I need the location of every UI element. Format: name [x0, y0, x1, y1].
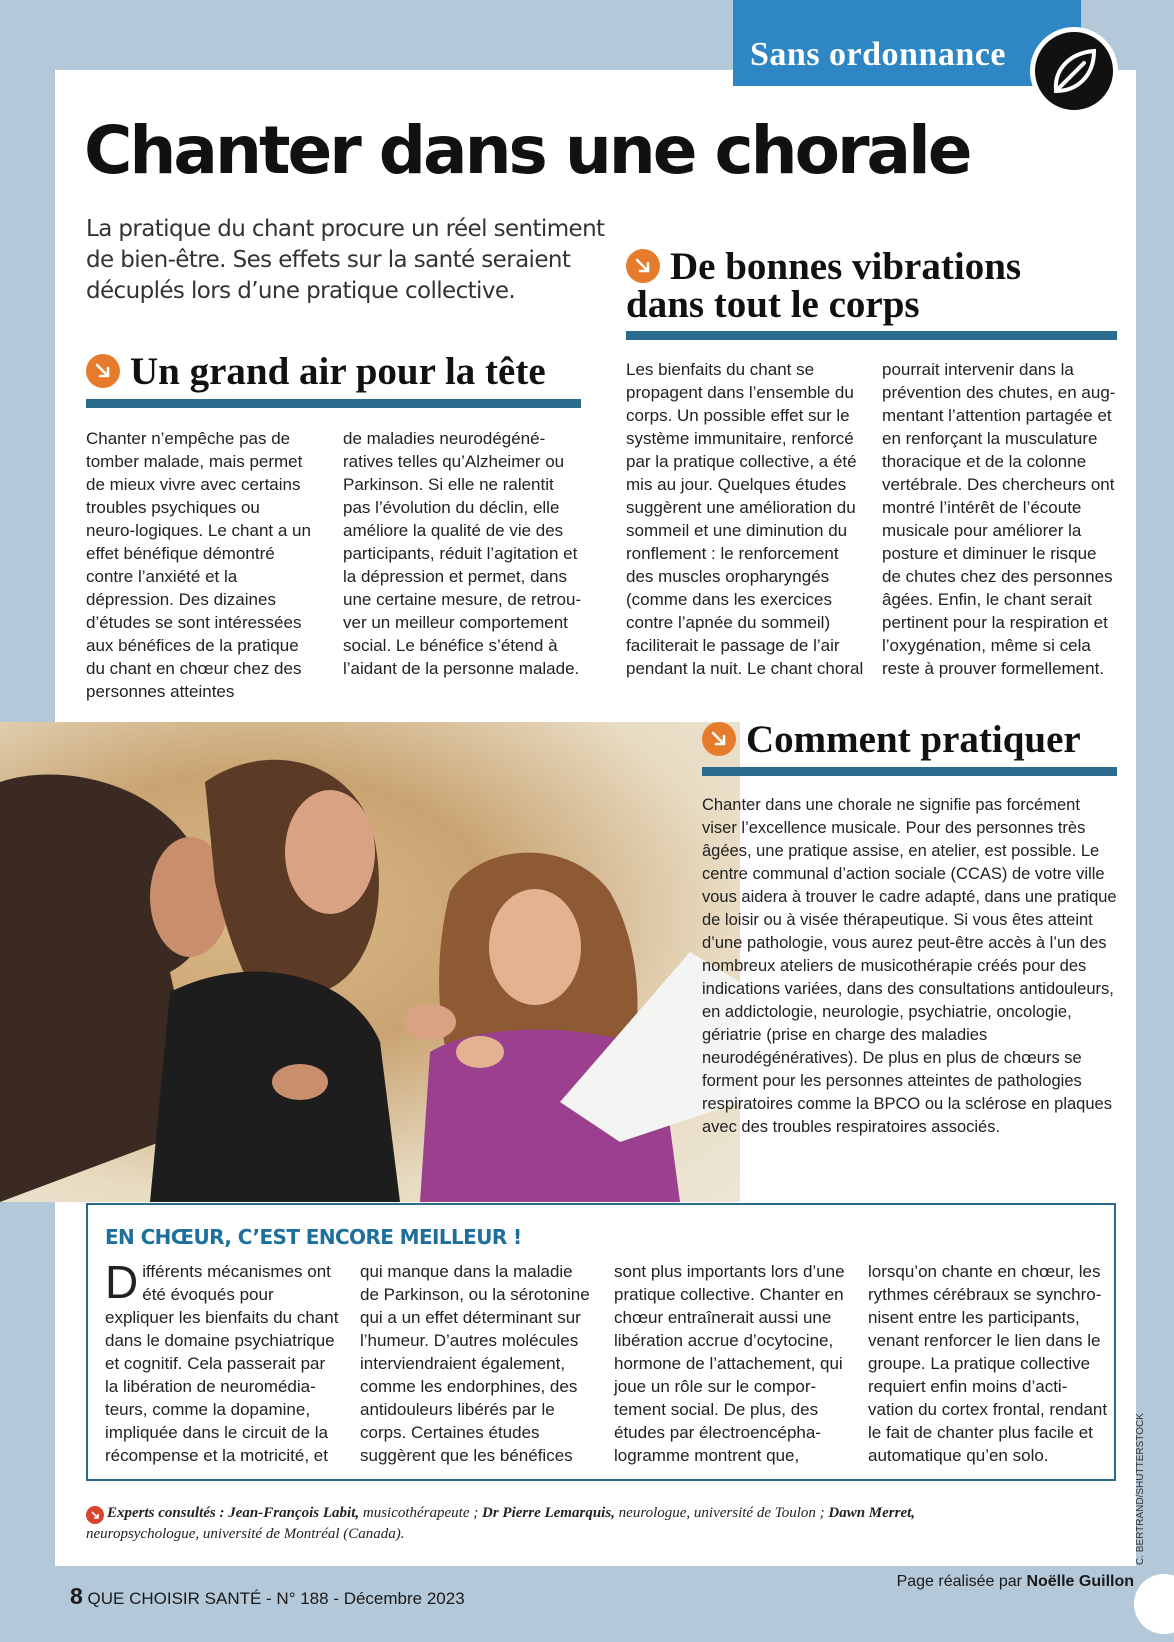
section-heading-text: Comment pratiquer: [746, 718, 1081, 761]
section-heading-text: Un grand air pour la tête: [130, 350, 546, 393]
leaf-icon: [1030, 27, 1118, 115]
choir-photo: [0, 722, 740, 1202]
page-corner: [1134, 1574, 1174, 1634]
section-body-column-2: pourrait intervenir dans la prévention des chutes, en aug-mentant l’attention partagée et en renforçant la musculature thoracique et de la colonne vertébrale. Des chercheurs ont montré l’intérêt de l’écoute musicale pour améliorer la posture et diminuer le risque de chutes chez des personnes âgées. Enfin, le chant serait pertinent pour la respiration et l’oxygénation, même si cela reste à prouver formellement.: [882, 360, 1116, 678]
section-heading-body-line2: [626, 285, 920, 324]
author-name: Noëlle Guillon: [1026, 1573, 1134, 1590]
rubric-label: Sans ordonnance: [750, 36, 1006, 73]
box-column-3: sont plus importants lors d’une pratique collective. Chanter en chœur entraînerait aussi une libération accrue d’ocytocine, hormone de l’attachement, qui joue un rôle sur le compor-tement social. De plus, des études par électroencépha-logramme montrent que,: [614, 1262, 845, 1465]
arrow-bullet-icon: [86, 354, 120, 388]
publication-info: QUE CHOISIR SANTÉ - N° 188 - Décembre 2023: [82, 1589, 465, 1608]
page-footer: [70, 1583, 465, 1610]
experts-consulted: [86, 1503, 986, 1545]
page-number: 8: [70, 1583, 83, 1609]
drop-cap: D: [105, 1256, 139, 1308]
box-title: EN CHŒUR, C’EST ENCORE MEILLEUR !: [105, 1225, 522, 1249]
arrow-bullet-icon: [626, 249, 660, 283]
section-mind-column-2: de maladies neurodégéné-ratives telles qu’Alzheimer ou Parkinson. Si elle ne ralentit pas l’évolution du déclin, elle améliore la qualité de vie des participants, réduit l’agitation et la dépression et permet, dans une certaine mesure, de retrou-ver un meilleur comportement social. Le bénéfice s’étend à l’aidant de la personne malade.: [343, 429, 582, 678]
expert-role: neurologue, université de Toulon ;: [614, 1505, 829, 1521]
box-column-4: lorsqu’on chante en chœur, les rythmes cérébraux se synchro-nisent entre les participants, venant renforcer le lien dans le groupe. La pratique collective requiert enfin moins d’acti-vation du cortex frontal, rendant le fait de chanter plus facile et automatique qu’en solo.: [868, 1262, 1108, 1465]
section-heading-text: De bonnes vibrations: [670, 245, 1022, 288]
section-practice-text: Chanter dans une chorale ne signifie pas forcément viser l’excellence musicale. Pour des personnes très âgées, une pratique assise, en atelier, est possible. Le centre communal d’action sociale (CCAS) de votre ville vous aidera à trouver le cadre adapté, dans une pratique de loisir ou à visée thérapeutique. Si vous êtes atteint d’une pathologie, vous aurez peut-être accès à l’un des nombreux ateliers de musicothérapie créés pour des indications variées, dans des consultations antidouleurs, en addictologie, neurologie, psychiatrie, oncologie, gériatrie (prise en charge des maladies neurodégénératives). De plus en plus de chœurs se forment pour les personnes atteintes de pathologies respiratoires comme la BPCO ou la sclérose en plaques avec des troubles respiratoires associés.: [702, 796, 1117, 1136]
expert-name: Jean-François Labit,: [228, 1505, 360, 1521]
article-lead: La pratique du chant procure un réel sentiment de bien-être. Ses effets sur la santé seraient décuplés lors d’une pratique collective.: [86, 216, 605, 304]
page-title: Chanter dans une chorale: [84, 112, 970, 189]
section-heading-mind: [86, 352, 546, 391]
section-rule: [626, 331, 1117, 340]
section-rule: [86, 399, 581, 408]
expert-name: Dawn Merret,: [828, 1505, 916, 1521]
expert-name: Dr Pierre Lemarquis,: [482, 1505, 615, 1521]
photo-credit: C. BERTRAND/SHUTTERSTOCK: [1135, 1413, 1146, 1565]
section-body-column-1: Les bienfaits du chant se propagent dans l’ensemble du corps. Un possible effet sur le système immunitaire, renforcé par la pratique collective, a été mis au jour. Quelques études suggèrent une amélioration du sommeil et une diminution du ronflement : le renforcement des muscles oropharyngés (comme dans les exercices contre l’apnée du sommeil) faciliterait le passage de l’air pendant la nuit. Le chant choral: [626, 360, 864, 678]
arrow-bullet-icon: [86, 1506, 104, 1524]
expert-role: musicothérapeute ;: [359, 1505, 482, 1521]
expert-role: neuropsychologue, université de Montréal (Canada).: [86, 1526, 405, 1542]
experts-label: Experts consultés :: [107, 1505, 229, 1521]
arrow-bullet-icon: [702, 722, 736, 756]
section-mind-column-1: Chanter n’empêche pas de tomber malade, mais permet de mieux vivre avec certains troubles psychiques ou neuro-logiques. Le chant a un effet bénéfique démontré contre l’anxiété et la dépression. Des dizaines d’études se sont intéressées aux bénéfices de la pratique du chant en chœur chez des personnes atteintes: [86, 429, 311, 701]
box-column-1: [105, 1256, 343, 1467]
author-prefix: Page réalisée par: [896, 1573, 1027, 1590]
page-author: [897, 1573, 1134, 1591]
section-rule: [702, 767, 1117, 776]
section-heading-practice: [702, 720, 1081, 759]
box-column-1-text: ifférents mécanismes ont été évoqués pour expliquer les bienfaits du chant dans le domaine psychiatrique et cognitif. Cela passerait par la libération de neuromédia-teurs, comme la dopamine, impliquée dans le circuit de la récompense et la motricité, et: [105, 1262, 339, 1465]
box-column-2: qui manque dans la maladie de Parkinson, ou la sérotonine qui a un effet déterminant sur l’humeur. D’autres molécules interviendraient également, comme les endorphines, des antidouleurs libérés par le corps. Certaines études suggèrent que les bénéfices: [360, 1262, 590, 1465]
section-heading-body: [626, 247, 1021, 286]
section-heading-text: dans tout le corps: [626, 283, 920, 326]
